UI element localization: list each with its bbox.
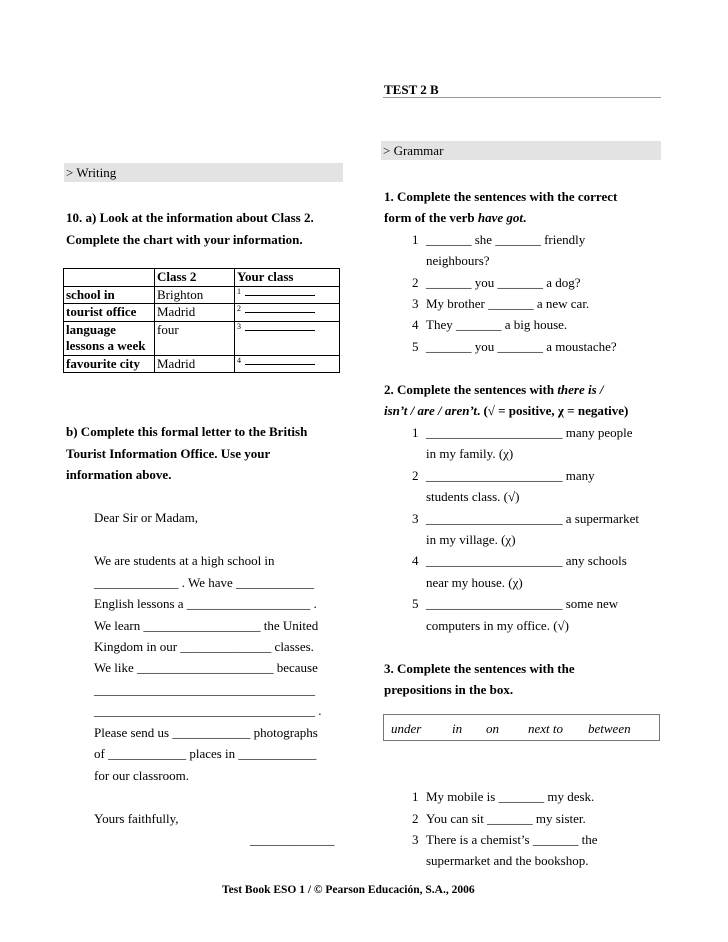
letter-line: Kingdom in our ______________ classes. <box>94 639 314 654</box>
q10b-line-1: b) Complete this formal letter to the British <box>66 424 308 439</box>
answer-line <box>245 312 315 313</box>
chart-row-answer-1 <box>235 286 340 304</box>
q2-item-text: _____________________ a supermarket <box>426 511 640 526</box>
letter-closing: Yours faithfully, <box>94 811 179 826</box>
q2-title-line-1 <box>384 379 604 401</box>
answer-line <box>245 364 315 365</box>
letter-line: We learn __________________ the United <box>94 618 319 633</box>
q2-item-number: 4 <box>412 553 419 568</box>
answer-line <box>245 295 315 296</box>
preposition-word: next to <box>528 721 564 736</box>
q1-title-line-1: 1. Complete the sentences with the correct <box>384 189 618 204</box>
q2-item-text: in my village. (χ) <box>426 532 516 547</box>
q1-title-verb: have got <box>477 210 523 225</box>
q10b-line-3: information above. <box>66 467 172 482</box>
test-title-rule <box>383 97 661 98</box>
q2-item-number: 3 <box>412 511 419 526</box>
q1-item-text: neighbours? <box>426 253 490 268</box>
letter-line: We like _____________________ because <box>94 660 318 675</box>
q2-title-text: 2. Complete the sentences with <box>384 382 558 397</box>
preposition-word: on <box>486 721 499 736</box>
writing-section-bar <box>64 163 343 182</box>
q2-title-forms-2: isn’t / are / aren’t <box>384 403 477 418</box>
page-footer: Test Book ESO 1 / © Pearson Educación, S.A., 2006 <box>222 884 475 896</box>
q2-item-text: near my house. (χ) <box>426 575 523 590</box>
q10a-line-1: 10. a) Look at the information about Class 2. <box>66 210 314 225</box>
q2-item-text: _____________________ many people <box>426 425 633 440</box>
q10a-line-2: Complete the chart with your information. <box>66 232 303 247</box>
q1-item-number: 3 <box>412 296 419 311</box>
q2-item-number: 1 <box>412 425 419 440</box>
q1-item-number: 2 <box>412 275 419 290</box>
letter-line: Please send us ____________ photographs <box>94 725 318 740</box>
q2-item-text: in my family. (χ) <box>426 446 514 461</box>
answer-number: 4 <box>237 355 241 365</box>
chart-row-answer-2 <box>235 304 340 322</box>
chart-row <box>64 304 340 322</box>
answer-number: 3 <box>237 321 241 331</box>
q2-item-text: _____________________ many <box>426 468 595 483</box>
chart-row-label: favourite city <box>64 355 155 373</box>
test-title: TEST 2 B <box>384 82 439 97</box>
q1-item-text: _______ you _______ a dog? <box>426 275 581 290</box>
chart-row-class2: four <box>155 321 235 355</box>
q1-item-number: 5 <box>412 339 419 354</box>
chart-header-empty <box>64 269 155 287</box>
q3-item-text: You can sit _______ my sister. <box>426 811 586 826</box>
chart-row-answer-3 <box>235 321 340 355</box>
letter-greeting: Dear Sir or Madam, <box>94 510 198 525</box>
preposition-word: between <box>588 721 631 736</box>
q2-item-text: students class. (√) <box>426 489 520 504</box>
chart-row-label: tourist office <box>64 304 155 322</box>
grammar-section-label: > Grammar <box>383 143 444 158</box>
writing-section-label: > Writing <box>66 165 117 180</box>
q2-item-number: 5 <box>412 596 419 611</box>
q1-item-text: My brother _______ a new car. <box>426 296 590 311</box>
q3-item-text: supermarket and the bookshop. <box>426 853 589 868</box>
chart-row-label: school in <box>64 286 155 304</box>
letter-line: for our classroom. <box>94 768 189 783</box>
chart-row-class2: Madrid <box>155 355 235 373</box>
preposition-word: in <box>452 721 463 736</box>
q2-item-text: _____________________ any schools <box>426 553 627 568</box>
q1-title-line-2 <box>384 207 526 229</box>
chart-row <box>64 286 340 304</box>
q1-item-text: _______ you _______ a moustache? <box>426 339 617 354</box>
q2-title-key: . (√ = positive, χ = negative) <box>476 403 629 418</box>
letter-line: _____________ . We have ____________ <box>94 575 315 590</box>
chart-row <box>64 355 340 373</box>
answer-line <box>245 330 315 331</box>
q3-item-number: 3 <box>412 832 419 847</box>
chart-header-your-class: Your class <box>235 269 340 287</box>
prepositions-box <box>383 714 660 741</box>
q2-item-text: _____________________ some new <box>426 596 619 611</box>
q1-title-text: form of the verb <box>384 210 478 225</box>
chart-header-row <box>64 269 340 287</box>
q1-title-end: . <box>523 210 527 225</box>
q2-title-forms: there is / <box>557 382 604 397</box>
q1-item-text: _______ she _______ friendly <box>426 232 586 247</box>
chart-row-class2: Brighton <box>155 286 235 304</box>
answer-number: 1 <box>237 286 241 296</box>
letter-line: __________________________________ <box>94 682 315 697</box>
letter-line: We are students at a high school in <box>94 553 275 568</box>
chart-row-answer-4 <box>235 355 340 373</box>
q3-item-text: There is a chemist’s _______ the <box>426 832 598 847</box>
preposition-word: under <box>391 721 422 736</box>
letter-line: English lessons a ___________________ . <box>94 596 317 611</box>
q2-item-text: computers in my office. (√) <box>426 618 569 633</box>
chart-row <box>64 321 340 355</box>
letter-signature-line: _____________ <box>250 832 335 847</box>
info-chart <box>63 268 340 373</box>
letter-line: of ____________ places in ____________ <box>94 746 317 761</box>
answer-number: 2 <box>237 304 241 313</box>
q2-title-line-2 <box>384 400 628 422</box>
chart-header-class2: Class 2 <box>155 269 235 287</box>
chart-row-label: language lessons a week <box>64 321 155 355</box>
q1-item-number: 1 <box>412 232 419 247</box>
q1-item-number: 4 <box>412 317 419 332</box>
q3-item-text: My mobile is _______ my desk. <box>426 789 595 804</box>
q3-title-line-1: 3. Complete the sentences with the <box>384 661 575 676</box>
q1-item-text: They _______ a big house. <box>426 317 568 332</box>
grammar-section-bar <box>381 141 661 160</box>
q3-title-line-2: prepositions in the box. <box>384 682 514 697</box>
q3-item-number: 2 <box>412 811 419 826</box>
q10b-line-2: Tourist Information Office. Use your <box>66 446 271 461</box>
letter-line: __________________________________ . <box>94 703 322 718</box>
chart-row-class2: Madrid <box>155 304 235 322</box>
q3-item-number: 1 <box>412 789 419 804</box>
q2-item-number: 2 <box>412 468 419 483</box>
